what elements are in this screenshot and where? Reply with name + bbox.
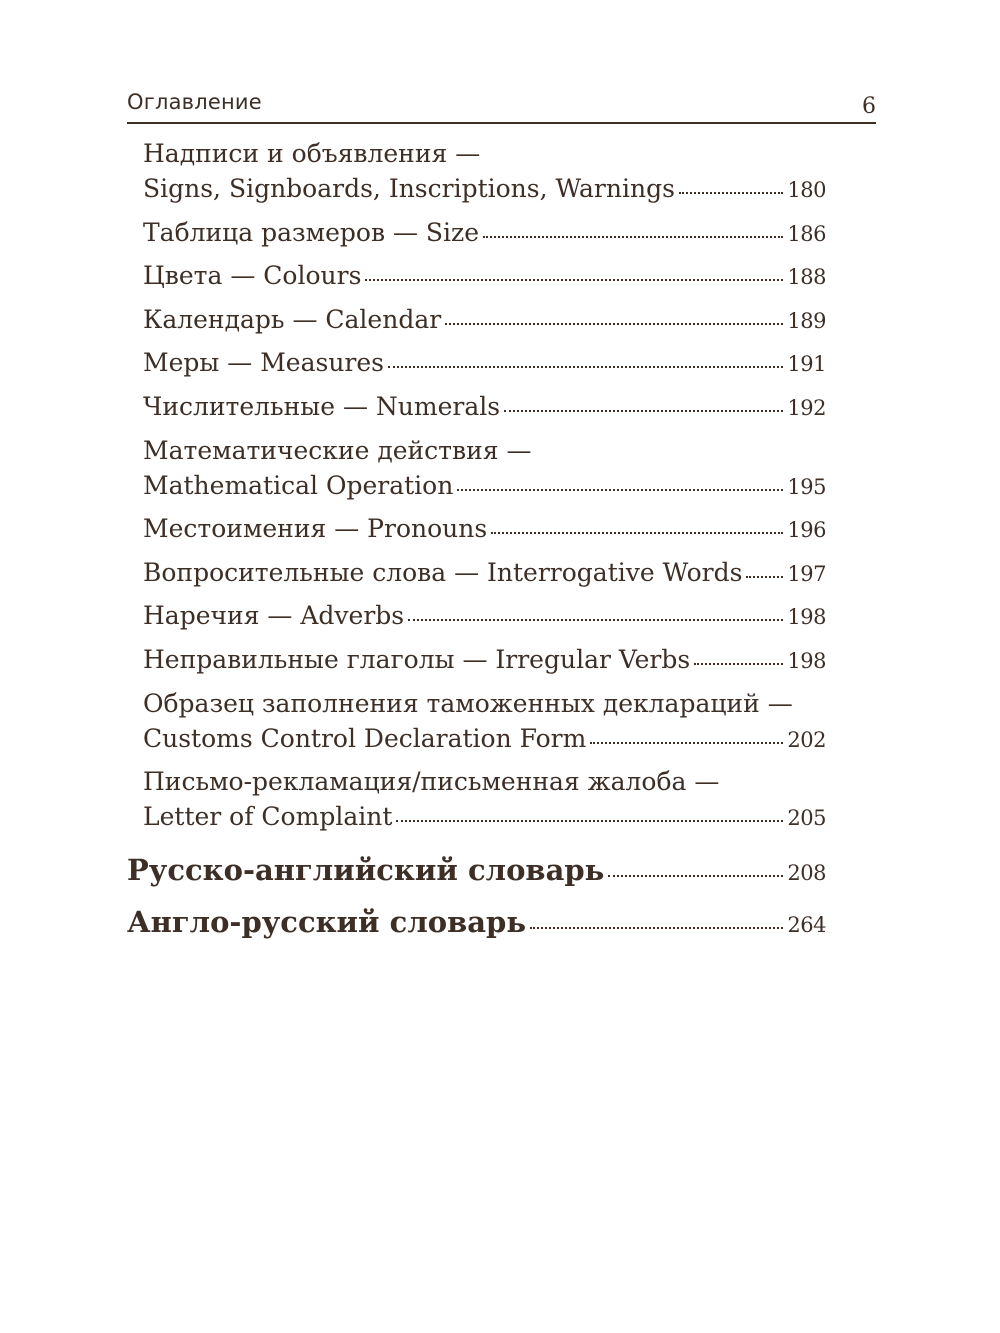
toc-section-en-ru-dictionary: [127, 902, 826, 945]
toc-entry-page: 202: [787, 728, 826, 752]
dot-leader: [491, 532, 783, 534]
toc-entry-page: 198: [787, 649, 826, 673]
dot-leader: [388, 366, 783, 368]
toc-entry-interrogative: [143, 555, 826, 592]
toc-entry-title: Цвета — Colours: [143, 261, 362, 290]
toc-entry-page: 195: [787, 475, 826, 499]
dot-leader: [608, 875, 783, 877]
toc-entry-irregular-verbs: [143, 642, 826, 679]
toc-entry-page: 196: [787, 518, 826, 542]
toc-section-page: 264: [787, 913, 826, 937]
dot-leader: [396, 820, 783, 822]
toc-entry-title: Неправильные глаголы — Irregular Verbs: [143, 645, 691, 674]
toc-entry-page: 186: [787, 222, 826, 246]
toc-entry-adverbs: [143, 598, 826, 635]
dot-leader: [408, 619, 783, 621]
toc-entry-title: Местоимения — Pronouns: [143, 514, 488, 543]
toc-entry-page: 197: [787, 562, 826, 586]
toc-entry-calendar: [143, 302, 826, 339]
toc-entry-page: 180: [787, 178, 826, 202]
dot-leader: [483, 236, 783, 238]
toc-entry-page: 189: [787, 309, 826, 333]
toc-entry-title: Календарь — Calendar: [143, 305, 442, 334]
toc-entry-page: 205: [787, 806, 826, 830]
toc-entry-page: 191: [787, 352, 826, 376]
dot-leader: [530, 927, 783, 929]
toc-entry-heading: Математические действия —: [143, 436, 532, 465]
toc-entry-title: Наречия — Adverbs: [143, 601, 405, 630]
toc-section-title: Англо-русский словарь: [127, 905, 527, 939]
toc-entry-heading: Образец заполнения таможенных деклараций —: [143, 689, 793, 718]
dot-leader: [746, 576, 783, 578]
toc-section-ru-en-dictionary: [127, 850, 826, 893]
toc-entry-pronouns: [143, 511, 826, 548]
toc-entry-title: Числительные — Numerals: [143, 392, 501, 421]
toc-entry-title: Вопросительные слова — Interrogative Words: [143, 558, 743, 587]
toc-entry-heading: Надписи и объявления —: [143, 139, 481, 168]
toc-section-title: Русско-английский словарь: [127, 853, 605, 887]
toc-entry-numerals: [143, 389, 826, 426]
toc-section-page: 208: [787, 861, 826, 885]
dot-leader: [504, 410, 783, 412]
toc-entry-page: 198: [787, 605, 826, 629]
running-header: [127, 88, 876, 124]
dot-leader: [694, 663, 783, 665]
toc-entry-size: [143, 215, 826, 252]
dot-leader: [365, 279, 783, 281]
toc-entry-title: Таблица размеров — Size: [143, 218, 479, 247]
header-page-number: 6: [862, 94, 876, 119]
toc-entry-title: Меры — Measures: [143, 348, 384, 377]
dot-leader: [679, 192, 784, 194]
toc-entry-signs: [143, 136, 826, 208]
toc-entry-heading: Письмо-рекламация/письменная жалоба —: [143, 767, 720, 796]
dot-leader: [457, 489, 783, 491]
toc-entry-title: Customs Control Declaration Form: [143, 724, 587, 753]
toc-entry-measures: [143, 345, 826, 382]
toc-entry-colours: [143, 258, 826, 295]
toc-entry-page: 192: [787, 396, 826, 420]
toc-entry-math: [143, 433, 826, 505]
header-title: Оглавление: [127, 90, 262, 114]
toc-entry-page: 188: [787, 265, 826, 289]
dot-leader: [590, 742, 783, 744]
toc-entry-title: Letter of Complaint: [143, 802, 393, 831]
toc-entry-title: Mathematical Operation: [143, 471, 454, 500]
dot-leader: [445, 323, 783, 325]
toc-entry-title: Signs, Signboards, Inscriptions, Warnings: [143, 174, 675, 203]
toc-entry-complaint: [143, 764, 826, 836]
toc-entry-customs: [143, 686, 826, 758]
